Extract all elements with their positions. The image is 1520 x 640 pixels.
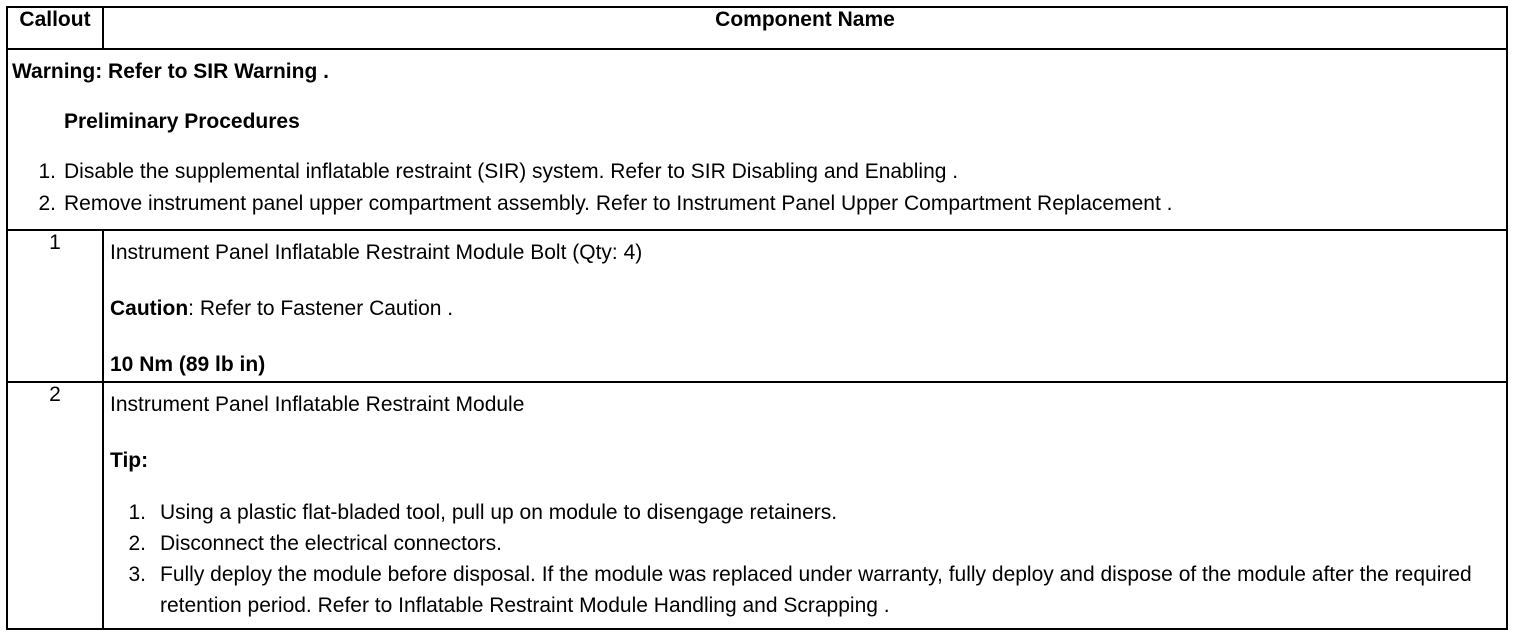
notes-cell [7, 49, 1507, 230]
list-item [110, 528, 1506, 559]
warning-label: Warning [12, 60, 96, 83]
component-cell [103, 230, 1507, 382]
preliminary-steps-list [12, 156, 1506, 220]
caution-line [110, 293, 1506, 325]
torque-spec: 10 Nm (89 lb in) [110, 353, 266, 376]
step-text[interactable]: Disable the supplemental inflatable restraint (SIR) system. Refer to SIR Disabling and Enabling . [64, 160, 959, 183]
tip-text: Disconnect the electrical connectors. [160, 532, 502, 555]
notes-row [7, 49, 1507, 230]
component-name-header: Component Name [103, 7, 1507, 49]
component-name: Instrument Panel Inflatable Restraint Module Bolt (Qty: 4) [110, 241, 643, 264]
tip-number: 1. [128, 501, 146, 524]
tip-label: Tip: [110, 449, 149, 472]
callout-number: 1 [7, 230, 103, 382]
tip-number: 2. [128, 532, 146, 555]
tip-text[interactable]: Fully deploy the module before disposal. If the module was replaced under warranty, fully deploy and dispose of the module after the required retention period. Refer to Inflatable Restraint Module Handling and Scrapping . [160, 563, 1472, 617]
list-item [110, 559, 1506, 621]
preliminary-procedures-title: Preliminary Procedures [64, 110, 300, 133]
callout-header: Callout [7, 7, 103, 49]
table-row [7, 230, 1507, 382]
notes-block [8, 50, 1506, 229]
step-number: 2. [38, 192, 56, 215]
tip-number: 3. [128, 563, 146, 586]
procedure-table [6, 6, 1508, 630]
warning-line [12, 56, 1506, 88]
step-number: 1. [38, 160, 56, 183]
caution-label: Caution [110, 297, 189, 320]
warning-link-text[interactable]: : Refer to SIR Warning . [95, 60, 329, 83]
component-cell [103, 382, 1507, 629]
tip-text: Using a plastic flat-bladed tool, pull up on module to disengage retainers. [160, 501, 838, 524]
header-row [7, 7, 1507, 49]
component-name: Instrument Panel Inflatable Restraint Module [110, 393, 525, 416]
list-item [110, 497, 1506, 528]
step-text[interactable]: Remove instrument panel upper compartment assembly. Refer to Instrument Panel Upper Compartment Replacement . [64, 192, 1173, 215]
tips-list [110, 497, 1506, 621]
list-item [12, 156, 1506, 188]
table-row [7, 382, 1507, 629]
caution-link-text[interactable]: : Refer to Fastener Caution . [188, 297, 454, 320]
list-item [12, 188, 1506, 220]
callout-number: 2 [7, 382, 103, 629]
